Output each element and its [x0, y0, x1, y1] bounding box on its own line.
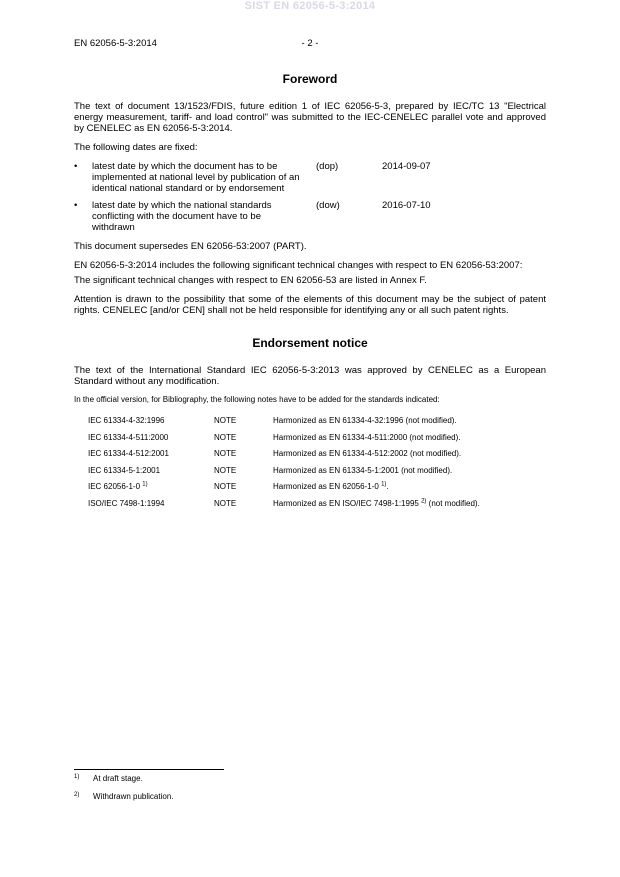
foreword-title: Foreword [282, 72, 338, 86]
note-standard [88, 481, 214, 492]
bullet-icon: • [74, 200, 78, 211]
notes-table [88, 415, 546, 514]
note-standard [88, 465, 214, 476]
note-standard-text: IEC 61334-4-512:2001 [88, 449, 169, 458]
note-standard [88, 415, 214, 426]
table-row [88, 481, 546, 498]
watermark: SIST EN 62056-5-3:2014 [244, 0, 376, 12]
footnotes [74, 774, 173, 810]
note-text [273, 465, 546, 476]
endorsement-paragraph-2: In the official version, for Bibliography, the following notes have to be added for the standards indicated: [74, 395, 440, 404]
note-text [273, 498, 546, 509]
table-row [88, 465, 546, 482]
foreword-paragraph-4: EN 62056-5-3:2014 includes the following significant technical changes with respect to EN 62056-53:2007: [74, 260, 523, 271]
table-row [88, 415, 546, 432]
note-text-after: . [386, 482, 389, 491]
note-label: NOTE [214, 482, 237, 491]
date-value: 2016-07-10 [382, 200, 431, 211]
note-standard-text: ISO/IEC 7498-1:1994 [88, 498, 165, 508]
note-label: NOTE [214, 498, 237, 508]
date-code: (dow) [316, 200, 340, 211]
note-standard [88, 498, 214, 509]
foreword-paragraph-2: The following dates are fixed: [74, 142, 198, 153]
note-label: NOTE [214, 416, 237, 425]
footnote-item [74, 774, 173, 783]
date-description: latest date by which the document has to be implemented at national level by publication of an identical national standard or by endorsement [92, 161, 300, 194]
note-text [273, 481, 546, 492]
note-standard [88, 432, 214, 443]
note-text-main: Harmonized as EN 61334-5-1:2001 (not modified). [273, 465, 453, 475]
note-standard-text: IEC 62056-1-0 [88, 482, 141, 491]
footnote-ref: 1) [381, 481, 387, 488]
header-page-number: - 2 - [301, 38, 319, 49]
foreword-paragraph-6: Attention is drawn to the possibility that some of the elements of this document may be the subject of patent rights. CENELEC [and/or CEN] shall not be held responsible for identifying any or all such patent rights. [74, 294, 546, 316]
header-document-id: EN 62056-5-3:2014 [74, 38, 157, 49]
bullet-icon: • [74, 161, 78, 172]
endorsement-paragraph-1: The text of the International Standard IEC 62056-5-3:2013 was approved by CENELEC as a European Standard without any modification. [74, 365, 546, 387]
footnote-ref: 2) [421, 497, 427, 504]
note-text-main: Harmonized as EN 61334-4-511:2000 (not modified). [273, 432, 461, 442]
note-text [273, 448, 546, 459]
foreword-paragraph-3: This document supersedes EN 62056-53:2007 (PART). [74, 241, 307, 252]
page-content [74, 72, 546, 514]
date-row-dow [74, 200, 546, 233]
footnote-divider [74, 769, 224, 770]
date-description: latest date by which the national standards conflicting with the document have to be withdrawn [92, 200, 272, 233]
footnote-ref: 1) [142, 481, 148, 488]
dates-list [74, 161, 546, 233]
note-text [273, 415, 546, 426]
note-label: NOTE [214, 449, 237, 458]
date-row-dop [74, 161, 546, 194]
date-value: 2014-09-07 [382, 161, 431, 172]
date-code: (dop) [316, 161, 339, 172]
note-standard-text: IEC 61334-4-511:2000 [88, 432, 169, 442]
note-standard-text: IEC 61334-5-1:2001 [88, 465, 161, 475]
footnote-item [74, 792, 173, 801]
note-standard-text: IEC 61334-4-32:1996 [88, 416, 165, 425]
note-standard [88, 448, 214, 459]
endorsement-title: Endorsement notice [252, 336, 368, 350]
footnote-mark: 1) [74, 774, 80, 780]
note-text-main: Harmonized as EN ISO/IEC 7498-1:1995 [273, 498, 419, 508]
note-text-after: (not modified). [426, 498, 480, 508]
note-text-main: Harmonized as EN 62056-1-0 [273, 482, 379, 491]
footnote-mark: 2) [74, 792, 80, 798]
table-row [88, 448, 546, 465]
note-label: NOTE [214, 432, 237, 442]
foreword-paragraph-1: The text of document 13/1523/FDIS, future edition 1 of IEC 62056-5-3, prepared by IEC/TC 13 "Electrical energy measurement, tariff- and load control" was submitted to the IEC-CENELEC parallel vote and approved by CENELEC as EN 62056-5-3:2014. [74, 101, 546, 134]
note-text-main: Harmonized as EN 61334-4-32:1996 (not modified). [273, 416, 457, 425]
footnote-text: At draft stage. [93, 774, 143, 783]
footnote-text: Withdrawn publication. [93, 792, 174, 801]
note-text-main: Harmonized as EN 61334-4-512:2002 (not modified). [273, 449, 462, 458]
note-label: NOTE [214, 465, 237, 475]
foreword-paragraph-5: The significant technical changes with respect to EN 62056-53 are listed in Annex F. [74, 275, 427, 286]
note-text [273, 432, 546, 443]
table-row [88, 498, 546, 515]
table-row [88, 432, 546, 449]
